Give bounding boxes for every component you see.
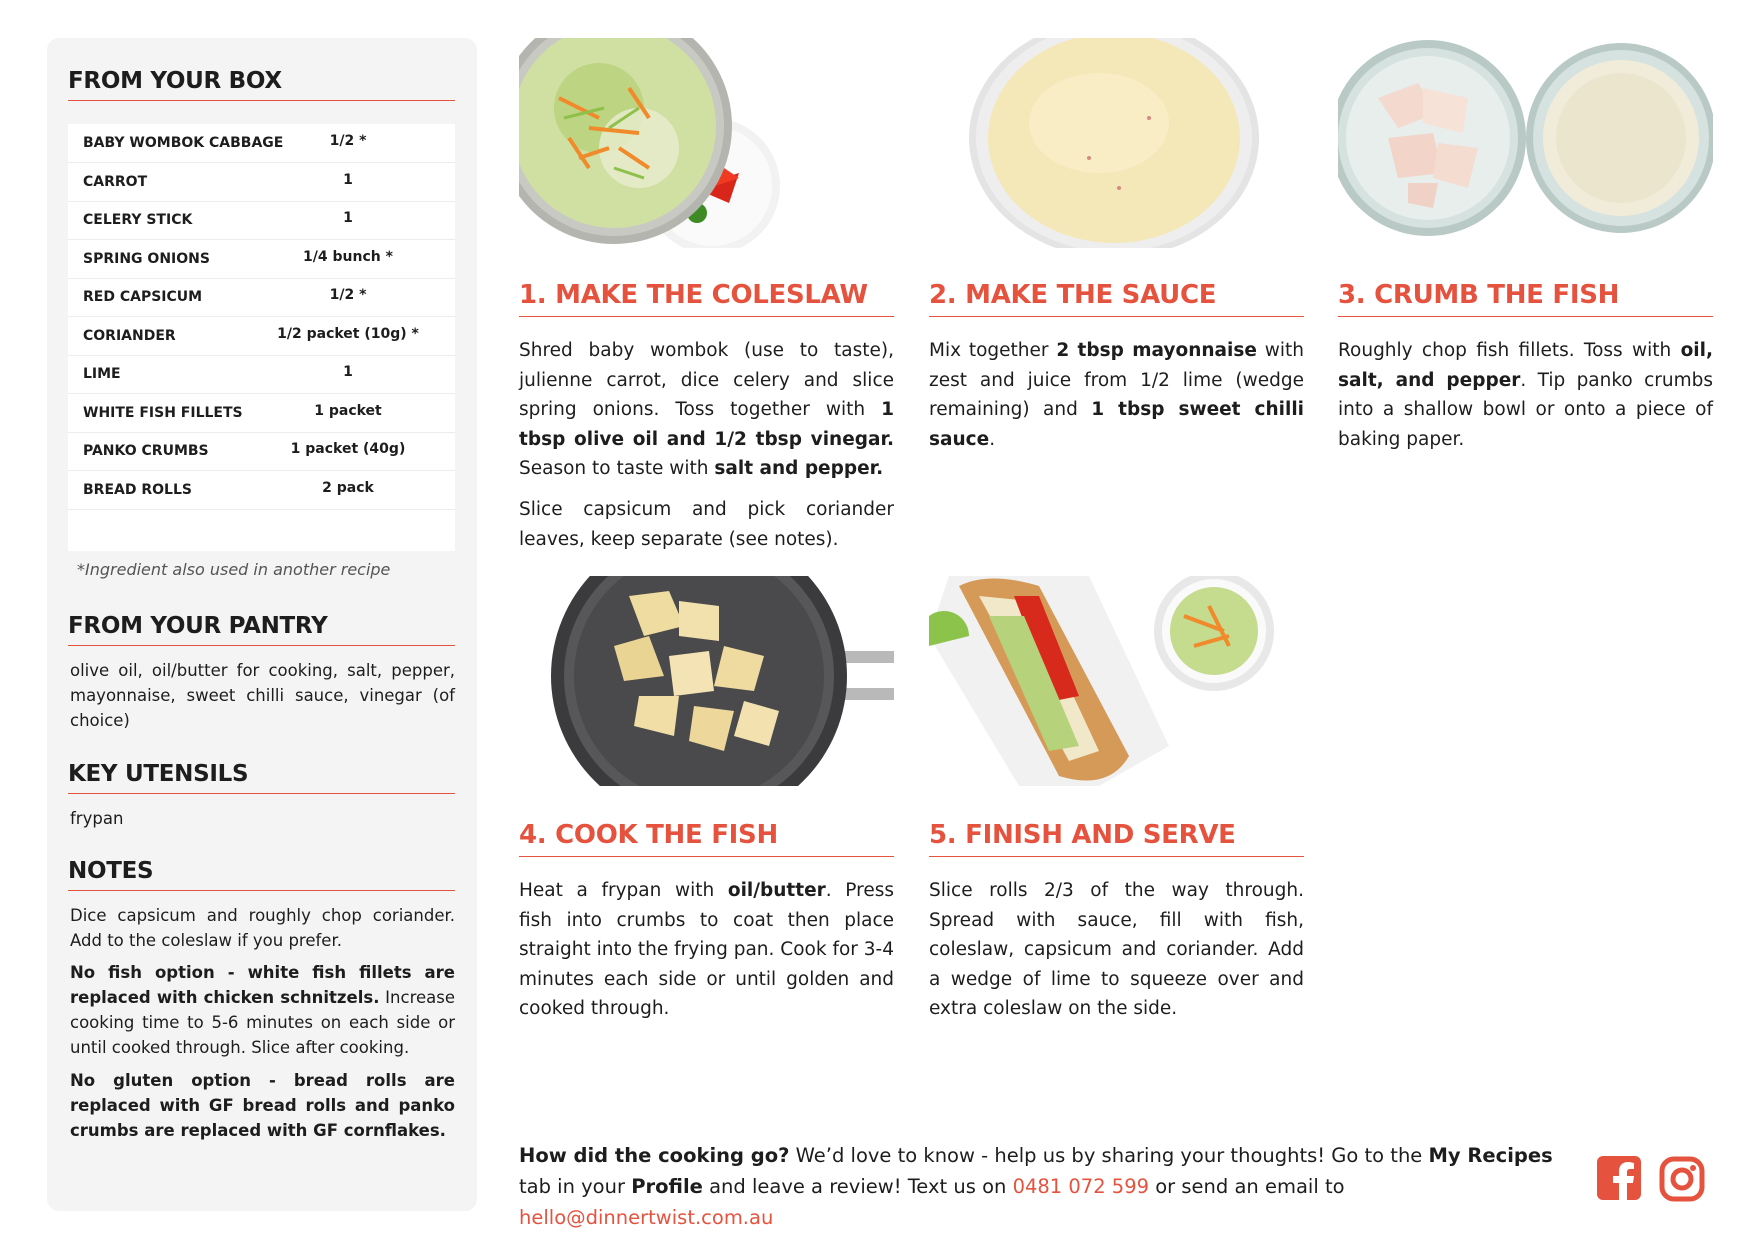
ingredient-qty: 1 packet (40g) [290, 441, 406, 457]
cook-fish-photo [519, 576, 894, 786]
ingredient-name: BREAD ROLLS [83, 481, 192, 498]
ingredient-row [68, 355, 455, 394]
step-1-text-2: Slice capsicum and pick coriander leaves, keep separate (see notes). [519, 499, 894, 550]
from-your-pantry-heading: FROM YOUR PANTRY [68, 613, 455, 646]
ingredient-name: SPRING ONIONS [83, 250, 210, 267]
ingredient-qty: 1 [343, 364, 353, 380]
ingredient-row [68, 317, 455, 356]
ingredient-row [68, 432, 455, 471]
ingredient-qty: 1/2 * [329, 133, 367, 149]
step-3-text: Roughly chop fish fillets. Toss with oil, salt, and pepper. Tip panko crumbs into a shallow bowl or onto a piece of baking paper. [1338, 340, 1713, 450]
ingredients-sidebar [47, 38, 477, 1211]
ingredient-name: BABY WOMBOK CABBAGE [83, 135, 284, 151]
instagram-icon[interactable] [1659, 1156, 1705, 1206]
ingredient-name: PANKO CRUMBS [83, 443, 209, 459]
step-1-title: 1. MAKE THE COLESLAW [519, 280, 894, 317]
pantry-text: olive oil, oil/butter for cooking, salt, pepper, mayonnaise, sweet chilli sauce, vinegar (of choice) [70, 661, 455, 730]
phone-link[interactable]: 0481 072 599 [1012, 1175, 1150, 1198]
ingredient-row [68, 201, 455, 240]
step-4-title: 4. COOK THE FISH [519, 820, 894, 857]
ingredient-qty: 1/2 * [329, 287, 367, 303]
step-2-title: 2. MAKE THE SAUCE [929, 280, 1304, 317]
notes-heading: NOTES [68, 858, 455, 891]
ingredient-row [68, 471, 455, 510]
ingredient-row [68, 240, 455, 279]
step-4-text: Heat a frypan with oil/butter. Press fish into crumbs to coat then place straight into the frying pan. Cook for 3-4 minutes each side or until golden and cooked through. [519, 880, 894, 1019]
finish-serve-photo [929, 576, 1304, 786]
note-no-fish: No fish option - white fish fillets are replaced with chicken schnitzels. Increase cooking time to 5-6 minutes on each side or until cooked through. Slice after cooking. [70, 963, 455, 1057]
ingredient-qty: 2 pack [322, 479, 374, 496]
ingredient-row [68, 394, 455, 433]
from-your-box-heading: FROM YOUR BOX [68, 68, 455, 101]
email-link[interactable]: hello@dinnertwist.com.au [519, 1206, 774, 1229]
ingredient-row [68, 278, 455, 317]
step-2-text: Mix together 2 tbsp mayonnaise with zest and juice from 1/2 lime (wedge remaining) and 1 tbsp sweet chilli sauce. [929, 340, 1305, 450]
note-no-gluten: No gluten option - bread rolls are replaced with GF bread rolls and panko crumbs are replaced with GF cornflakes. [70, 1071, 455, 1140]
step-3-title: 3. CRUMB THE FISH [1338, 280, 1713, 317]
facebook-icon[interactable] [1597, 1156, 1641, 1204]
ingredient-row [68, 163, 455, 202]
ingredient-row [68, 124, 455, 163]
ingredient-qty: 1/2 packet (10g) * [277, 325, 419, 342]
step-1-text: Shred baby wombok (use to taste), julienne carrot, dice celery and slice spring onions. Toss together with 1 tbsp olive oil and 1/2 tbsp vinegar. Season to taste with salt and pepper. [519, 340, 894, 479]
ingredient-name: WHITE FISH FILLETS [83, 404, 243, 421]
ingredient-name: CELERY STICK [83, 212, 193, 228]
ingredient-name: CARROT [83, 173, 148, 190]
ingredients-table [68, 124, 455, 551]
ingredient-qty: 1 packet [314, 402, 382, 419]
note-coleslaw: Dice capsicum and roughly chop coriander. Add to the coleslaw if you prefer. [70, 906, 455, 950]
ingredient-name: CORIANDER [83, 327, 176, 344]
ingredient-qty: 1/4 bunch * [303, 248, 393, 265]
feedback-footer: How did the cooking go? We’d love to know - help us by sharing your thoughts! Go to the My Recipes tab in your Profile and leave a review! Text us on 0481 072 599 or send an email to hello@dinnertwist.com.au [519, 1144, 1553, 1229]
step-5-title: 5. FINISH AND SERVE [929, 820, 1304, 857]
ingredient-qty: 1 [343, 171, 353, 188]
utensils-text: frypan [70, 809, 124, 828]
step-5-text: Slice rolls 2/3 of the way through. Spread with sauce, fill with fish, coleslaw, capsicum and coriander. Add a wedge of lime to squeeze over and extra coleslaw on the side. [929, 880, 1304, 1019]
ingredient-note: *Ingredient also used in another recipe [77, 560, 391, 579]
coleslaw-photo [519, 38, 894, 248]
ingredient-name: LIME [83, 366, 121, 382]
key-utensils-heading: KEY UTENSILS [68, 761, 455, 794]
ingredient-qty: 1 [343, 210, 353, 226]
crumb-fish-photo [1338, 38, 1713, 248]
sauce-photo [929, 38, 1304, 248]
ingredient-name: RED CAPSICUM [83, 289, 203, 305]
